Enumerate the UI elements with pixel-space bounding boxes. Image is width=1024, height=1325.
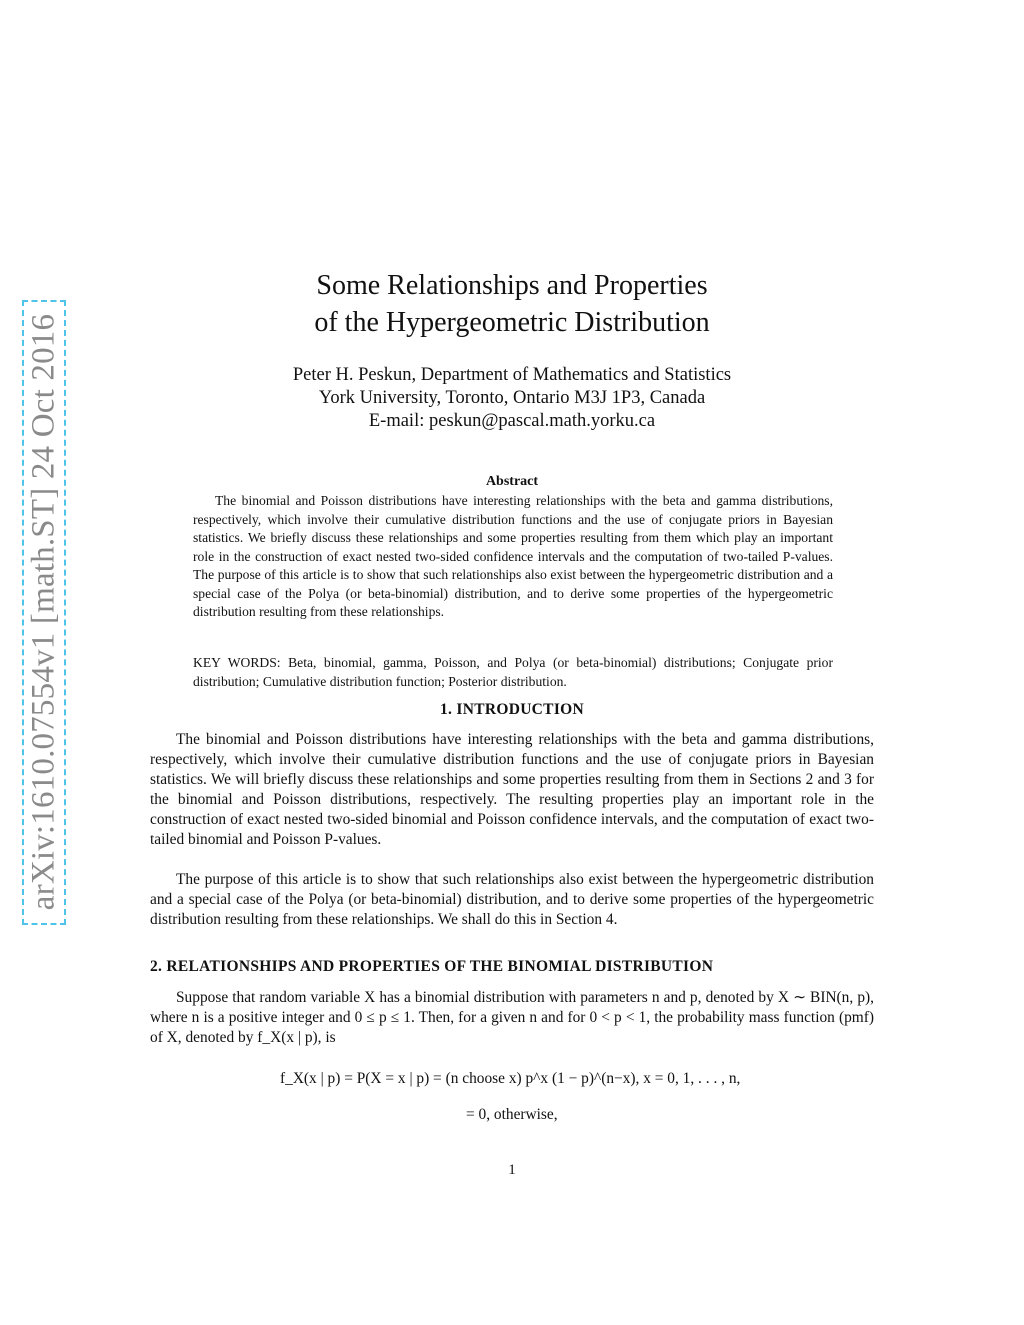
section-1-heading: 1. INTRODUCTION	[439, 701, 584, 718]
pmf-equation-line-1: f_X(x | p) = P(X = x | p) = (n choose x) p^x (1 − p)^(n−x), x = 0, 1, . . . , n,	[280, 1070, 741, 1087]
paper-title-line-2: of the Hypergeometric Distribution	[314, 307, 710, 338]
pmf-equation-line-2: = 0, otherwise,	[466, 1106, 558, 1123]
intro-paragraph-1: The binomial and Poisson distributions have interesting relationships with the beta and gamma distributions, respectively, which involve their cumulative distribution functions and the use of conjugate priors in Bayesian statistics. We will briefly discuss these relationships and some properties resulting from them in Sections 2 and 3 for the binomial and Poisson distributions, respectively. The resulting properties play an important role in the construction of exact nested two-sided binomial and Poisson confidence intervals, and the computation of exact two-tailed binomial and Poisson P-values.	[150, 731, 874, 848]
abstract-body: The binomial and Poisson distributions have interesting relationships with the beta and gamma distributions, respectively, which involve their cumulative distribution functions and the use of conjugate priors in Bayesian statistics. We briefly discuss these relationships and some properties resulting from them which play an important role in the construction of exact nested two-sided confidence intervals and the computation of two-tailed P-values. The purpose of this article is to show that such relationships also exist between the hypergeometric distribution and a special case of the Polya (or beta-binomial) distribution, and to derive some properties of the hypergeometric distribution resulting from these relationships.	[193, 493, 833, 619]
section-2-heading: 2. RELATIONSHIPS AND PROPERTIES OF THE BINOMIAL DISTRIBUTION	[150, 958, 714, 975]
author-line-1: Peter H. Peskun, Department of Mathematics and Statistics	[292, 365, 732, 385]
paper-title-line-1: Some Relationships and Properties	[316, 270, 708, 301]
author-email: E-mail: peskun@pascal.math.yorku.ca	[368, 411, 656, 431]
intro-paragraph-2: The purpose of this article is to show that such relationships also exist between the hypergeometric distribution and a special case of the Polya (or beta-binomial) distribution, and to derive some properties of the hypergeometric distribution resulting from these relationships. We shall do this in Section 4.	[150, 871, 874, 928]
author-line-2: York University, Toronto, Ontario M3J 1P3, Canada	[318, 388, 706, 408]
section-2-paragraph-1: Suppose that random variable X has a binomial distribution with parameters n and p, denoted by X ∼ BIN(n, p), where n is a positive integer and 0 ≤ p ≤ 1. Then, for a given n and for 0 < p < 1, the probability mass function (pmf) of X, denoted by f_X(x | p), is	[150, 989, 874, 1046]
keywords: KEY WORDS: Beta, binomial, gamma, Poisson, and Polya (or beta-binomial) distributions; Conjugate prior distribution; Cumulative distribution function; Posterior distribution.	[193, 655, 833, 689]
abstract-heading: Abstract	[485, 474, 539, 489]
page-number: 1	[508, 1162, 516, 1178]
arxiv-stamp-text[interactable]: arXiv:1610.07554v1 [math.ST] 24 Oct 2016	[25, 313, 62, 911]
